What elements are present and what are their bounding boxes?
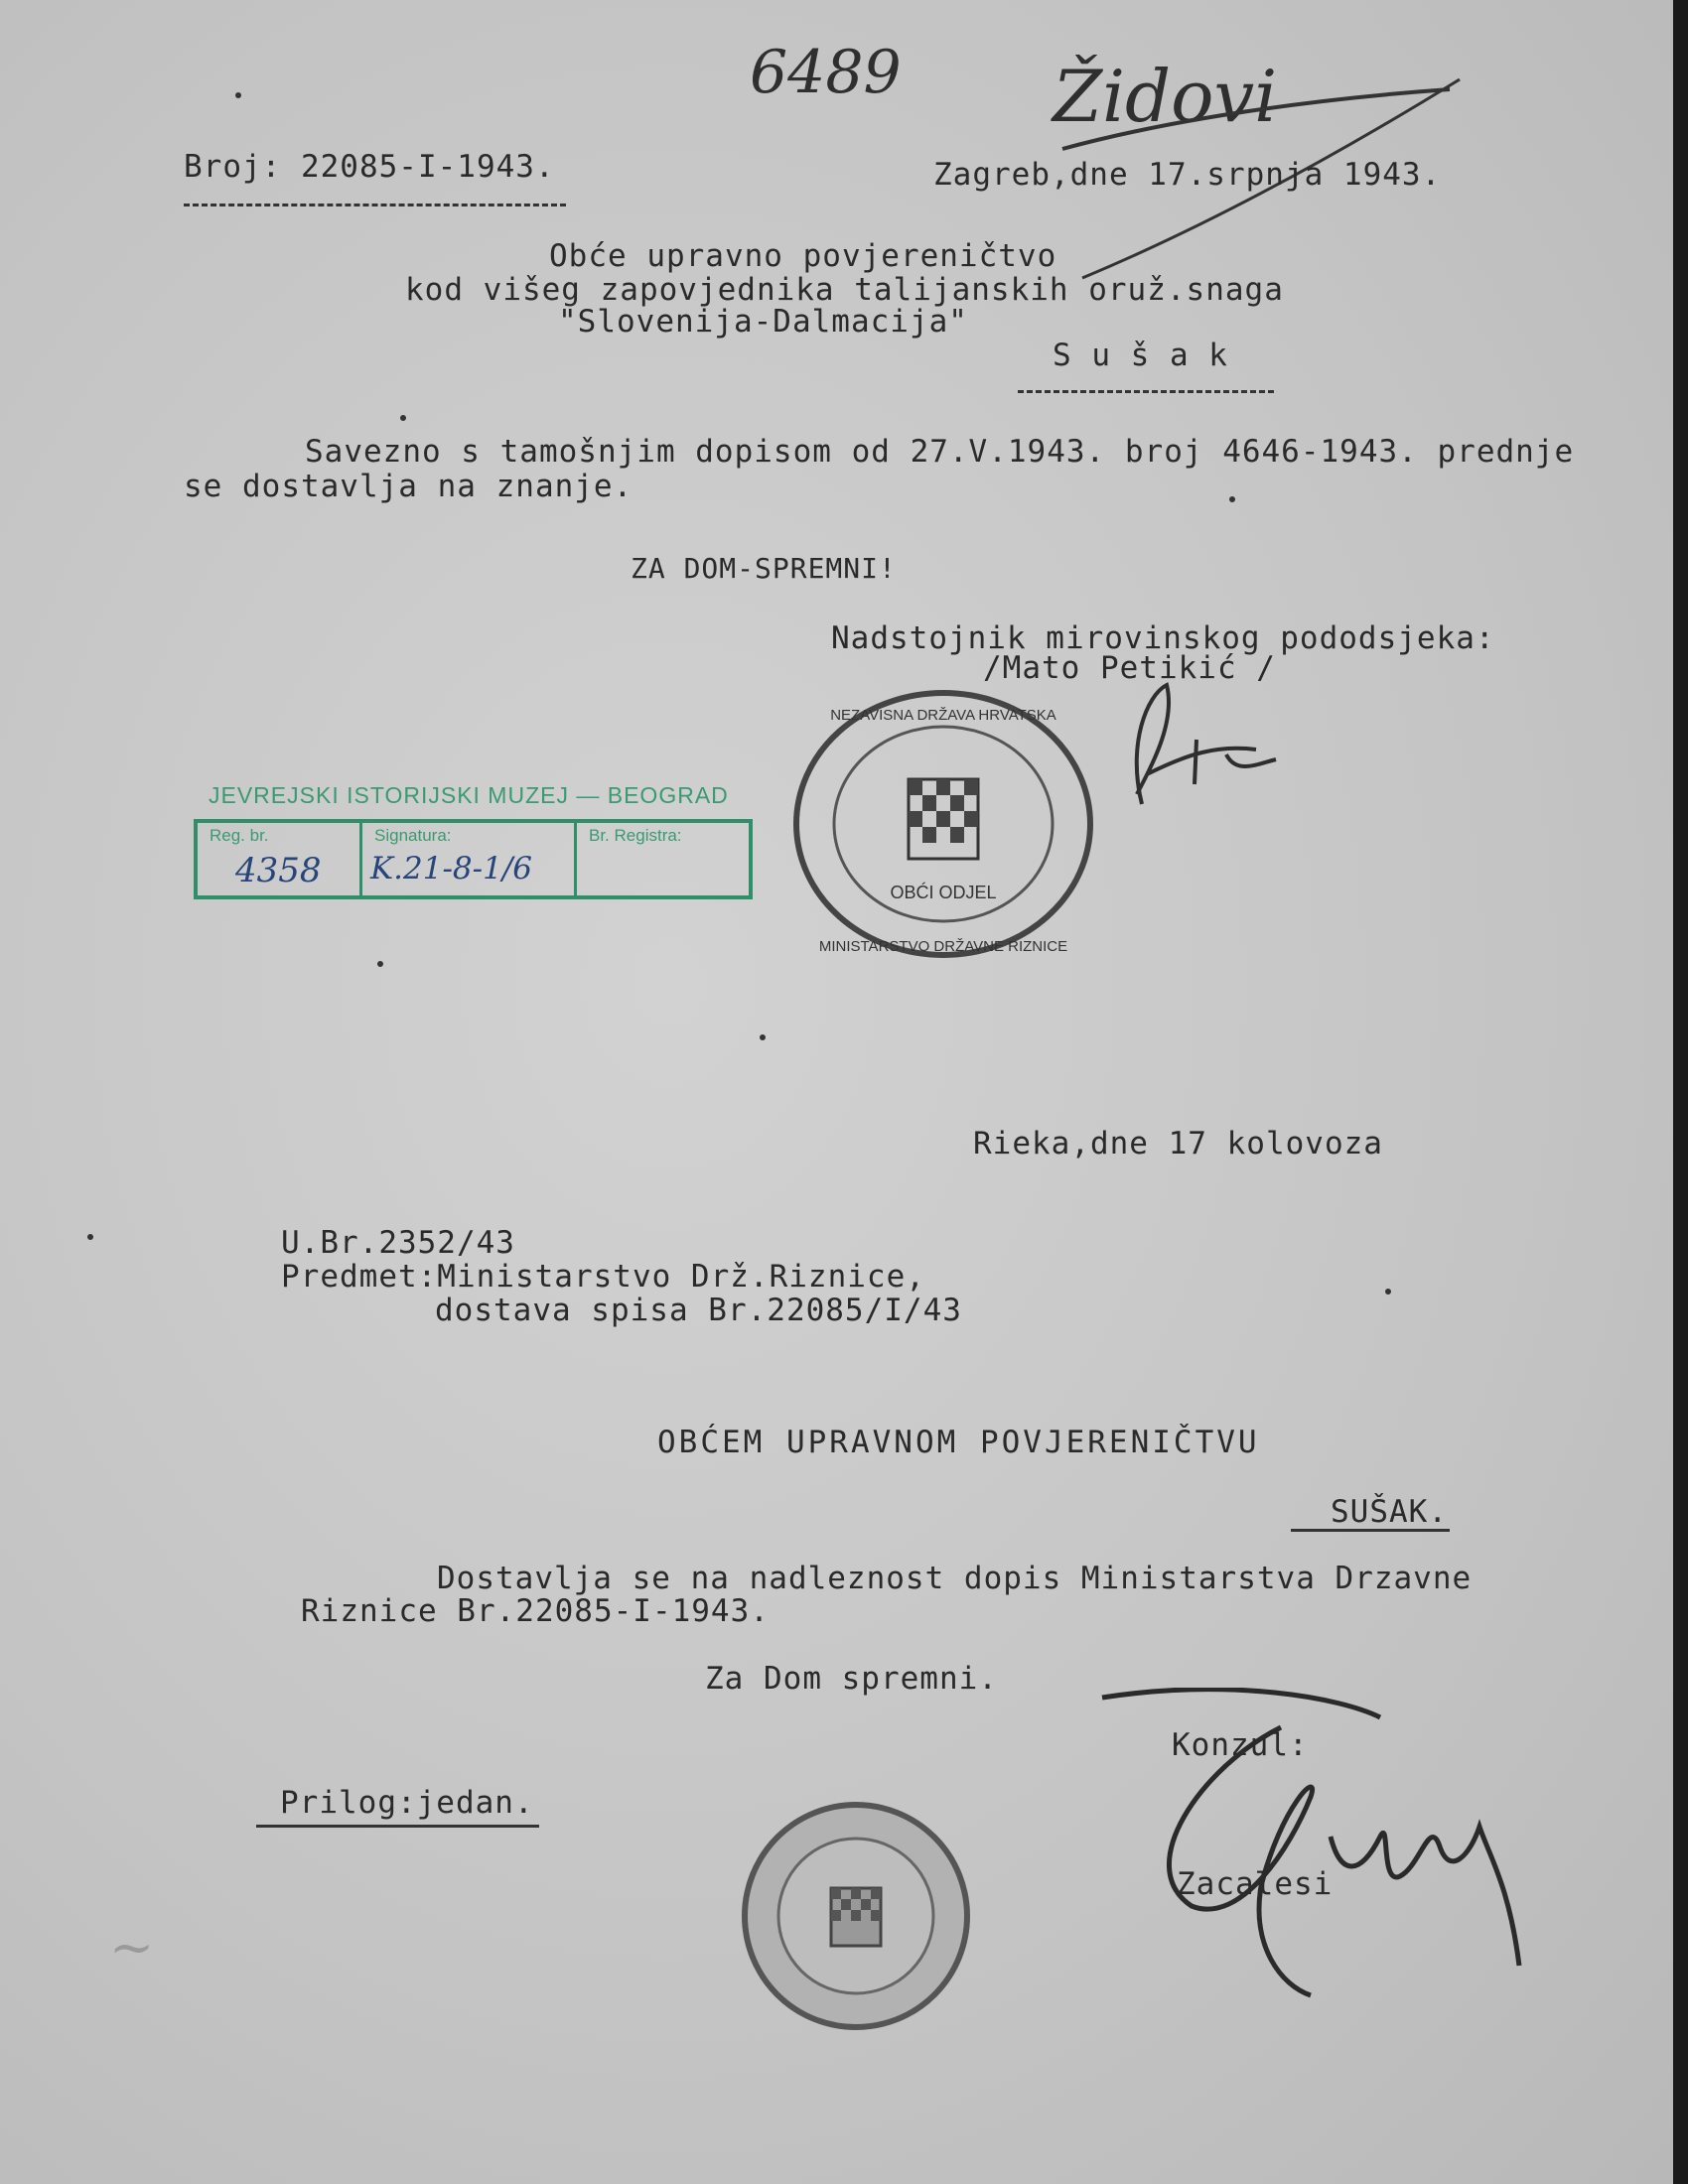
place-date: Zagreb,dne 17.srpnja 1943.: [933, 157, 1442, 193]
second-signer-name: Zacalesi: [1177, 1866, 1334, 1902]
second-place-date: Rieka,dne 17 kolovoza: [973, 1126, 1383, 1161]
second-salutation: Za Dom spremni.: [705, 1661, 998, 1697]
museum-stamp-title: JEVREJSKI ISTORIJSKI MUZEJ — BEOGRAD: [209, 782, 729, 808]
stamp-cell-sig: [362, 823, 577, 895]
attachment: Prilog:jedan.: [280, 1785, 534, 1821]
speck: [1385, 1289, 1391, 1295]
consulate-seal: [737, 1797, 975, 2035]
subject-line2: dostava spisa Br.22085/I/43: [435, 1293, 962, 1328]
scan-edge: [1673, 0, 1688, 2184]
recipient-city: S u š a k: [1053, 338, 1228, 373]
handwritten-number: 6489: [750, 38, 902, 107]
second-ref: U.Br.2352/43: [281, 1225, 515, 1261]
document-number: Broj: 22085-I-1943.: [184, 149, 555, 185]
svg-text:MINISTARSTVO DRŽAVNE RIZNICE: MINISTARSTVO DRŽAVNE RIZNICE: [818, 938, 1068, 955]
sig-value: K.21-8-1/6: [370, 851, 533, 887]
second-body-line2: Riznice Br.22085-I-1943.: [301, 1593, 770, 1629]
recipient-line1: Obće upravno povjereničtvo: [549, 238, 1057, 274]
second-city: SUŠAK.: [1331, 1494, 1448, 1530]
official-seal: [789, 685, 1097, 963]
svg-text:NEZAVISNA DRŽAVA HRVATSKA: NEZAVISNA DRŽAVA HRVATSKA: [830, 707, 1056, 724]
second-body-line1: Dostavlja se na nadleznost dopis Ministarstva Drzavne: [437, 1561, 1473, 1596]
subject-line1: Predmet:Ministarstvo Drž.Riznice,: [281, 1259, 925, 1295]
recipient-line3: "Slovenija-Dalmacija": [558, 304, 968, 340]
speck: [235, 92, 241, 98]
reg-label: Reg. br.: [210, 826, 269, 845]
museum-stamp: [194, 819, 753, 899]
faint-handwriting: ~: [109, 1916, 155, 1979]
speck: [400, 415, 406, 421]
handwritten-name: Židovi: [1053, 55, 1278, 138]
reg2-label: Br. Registra:: [589, 826, 682, 845]
signer-title: Nadstojnik mirovinskog pododsjeka:: [831, 620, 1495, 656]
second-city-underline: [1291, 1529, 1450, 1532]
city-underline: [1018, 390, 1274, 393]
salutation: ZA DOM-SPREMNI!: [631, 552, 897, 585]
number-underline: [184, 204, 566, 206]
reg-value: 4358: [235, 851, 322, 890]
signature-consul: [1082, 1688, 1559, 2015]
speck: [1229, 496, 1235, 502]
svg-text:OBĆI ODJEL: OBĆI ODJEL: [890, 883, 997, 902]
recipient-line2: kod višeg zapovjednika talijanskih oruž.snaga: [405, 272, 1284, 308]
sig-label: Signatura:: [374, 826, 452, 845]
second-addressee: OBĆEM UPRAVNOM POVJERENIČTVU: [657, 1425, 1260, 1460]
signature-petikic: [1107, 665, 1306, 814]
speck: [760, 1034, 766, 1040]
body-line1: Savezno s tamošnjim dopisom od 27.V.1943. broj 4646-1943. prednje: [305, 434, 1575, 470]
stamp-cell-reg: [198, 823, 362, 895]
stamp-cell-reg2: [577, 823, 746, 895]
body-line2: se dostavlja na znanje.: [184, 469, 633, 504]
signer-name: /Mato Petikić /: [983, 650, 1276, 686]
attachment-underline: [256, 1825, 539, 1828]
speck: [87, 1234, 93, 1240]
speck: [377, 961, 383, 967]
second-signer-title: Konzul:: [1172, 1727, 1309, 1763]
